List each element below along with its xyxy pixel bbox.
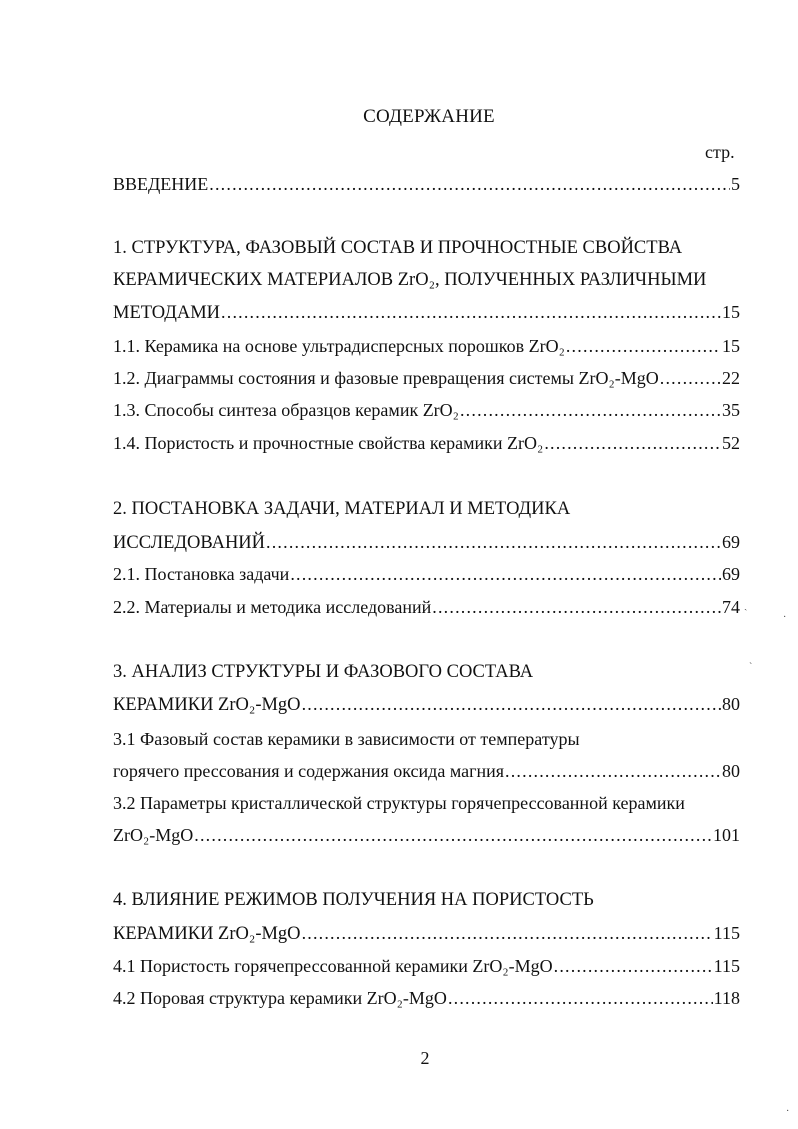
- toc-section-1-title-line1: 1. СТРУКТУРА, ФАЗОВЫЙ СОСТАВ И ПРОЧНОСТНЫЕ СВОЙСТВА: [113, 238, 683, 258]
- toc-entry-3-2-line1: 3.2 Параметры кристаллической структуры горячепрессованной керамики: [113, 793, 685, 813]
- toc-entry-1-1: [113, 334, 740, 358]
- toc-entry-page: 101: [713, 825, 740, 845]
- toc-entry-label: ВВЕДЕНИЕ: [113, 174, 209, 194]
- dot-leader: [302, 921, 713, 945]
- toc-section-2-title-line2: [113, 530, 740, 555]
- toc-entry-label: КЕРАМИКИ ZrO₂-MgO: [113, 695, 301, 715]
- toc-entry-page: 22: [722, 368, 740, 388]
- toc-entry-2-1: [113, 562, 740, 586]
- toc-entry-label: 2.1. Постановка задачи: [113, 564, 290, 584]
- page-number: 2: [420, 1048, 430, 1068]
- toc-entry-page: 69: [722, 564, 740, 584]
- toc-entry-page: 15: [722, 302, 740, 322]
- scan-speck: ·: [786, 1106, 790, 1117]
- dot-leader: [448, 986, 713, 1010]
- toc-entry-1-4: [113, 431, 740, 455]
- toc-entry-label: горячего прессования и содержания оксида магния: [113, 761, 505, 781]
- toc-entry-label: 1.4. Пористость и прочностные свойства керамики ZrO₂: [113, 433, 544, 453]
- toc-entry-3-1-line2: [113, 759, 740, 783]
- toc-section-2-title-line1: 2. ПОСТАНОВКА ЗАДАЧИ, МАТЕРИАЛ И МЕТОДИКА: [113, 499, 571, 519]
- dot-leader: [460, 398, 721, 422]
- dot-leader: [266, 530, 721, 554]
- toc-entry-page: 115: [713, 956, 740, 976]
- toc-entry-label: 1.3. Способы синтеза образцов керамик ZrO₂: [113, 400, 459, 420]
- dot-leader: [505, 759, 721, 783]
- toc-entry-page: 80: [722, 761, 740, 781]
- toc-entry-label: 1.2. Диаграммы состояния и фазовые превращения системы ZrO₂-MgO: [113, 368, 659, 388]
- dot-leader: [660, 366, 721, 390]
- toc-entry-page: 80: [722, 694, 740, 714]
- toc-entry-label: 2.2. Материалы и методика исследований: [113, 597, 432, 617]
- toc-entry-4-1: [113, 954, 740, 978]
- toc-entry-page: 15: [722, 336, 740, 356]
- toc-entry-page: 5: [731, 174, 740, 194]
- toc-entry-label: 4.1 Пористость горячепрессованной керамики ZrO₂-MgO: [113, 956, 553, 976]
- toc-section-1-title-line3: [113, 300, 740, 325]
- dot-leader: [566, 334, 721, 358]
- toc-entry-label: 1.1. Керамика на основе ультрадисперсных порошков ZrO₂: [113, 336, 565, 356]
- pages-column-label: стр.: [705, 142, 735, 162]
- toc-entry-page: 115: [713, 923, 740, 943]
- scan-speck: ˎ: [744, 600, 748, 611]
- dot-leader: [432, 595, 721, 619]
- toc-entry-3-1-line1: 3.1 Фазовый состав керамики в зависимости от температуры: [113, 729, 580, 749]
- toc-entry-label: ИССЛЕДОВАНИЙ: [113, 533, 266, 553]
- dot-leader: [194, 823, 712, 847]
- toc-section-4-title-line2: [113, 921, 740, 946]
- toc-entry-label: ZrO₂-MgO: [113, 825, 194, 845]
- dot-leader: [544, 431, 721, 455]
- toc-entry-page: 69: [722, 532, 740, 552]
- toc-entry-3-2-line2: [113, 823, 740, 847]
- toc-entry-page: 118: [713, 988, 740, 1008]
- toc-section-4-title-line1: 4. ВЛИЯНИЕ РЕЖИМОВ ПОЛУЧЕНИЯ НА ПОРИСТОСТЬ: [113, 890, 594, 910]
- toc-entry-page: 35: [722, 400, 740, 420]
- toc-entry-page: 52: [722, 433, 740, 453]
- page-title: СОДЕРЖАНИЕ: [363, 106, 495, 127]
- toc-entry-2-2: [113, 595, 740, 619]
- dot-leader: [290, 562, 721, 586]
- scan-speck: ·: [783, 612, 787, 623]
- dot-leader: [221, 300, 721, 324]
- toc-entry-label: МЕТОДАМИ: [113, 303, 221, 323]
- dot-leader: [554, 954, 713, 978]
- toc-section-3-title-line1: 3. АНАЛИЗ СТРУКТУРЫ И ФАЗОВОГО СОСТАВА: [113, 662, 534, 682]
- toc-entry-label: 4.2 Поровая структура керамики ZrO₂-MgO: [113, 988, 447, 1008]
- toc-section-3-title-line2: [113, 692, 740, 717]
- toc-entry-1-2: [113, 366, 740, 390]
- scan-speck: ˋ: [749, 662, 753, 673]
- toc-entry-4-2: [113, 986, 740, 1010]
- toc-entry-1-3: [113, 398, 740, 422]
- toc-entry-page: 74: [722, 597, 740, 617]
- toc-entry-label: КЕРАМИКИ ZrO₂-MgO: [113, 924, 301, 944]
- dot-leader: [302, 692, 721, 716]
- dot-leader: [209, 172, 730, 196]
- toc-section-1-title-line2: КЕРАМИЧЕСКИХ МАТЕРИАЛОВ ZrO₂, ПОЛУЧЕННЫХ РАЗЛИЧНЫМИ: [113, 270, 707, 290]
- toc-entry-intro: [113, 172, 740, 196]
